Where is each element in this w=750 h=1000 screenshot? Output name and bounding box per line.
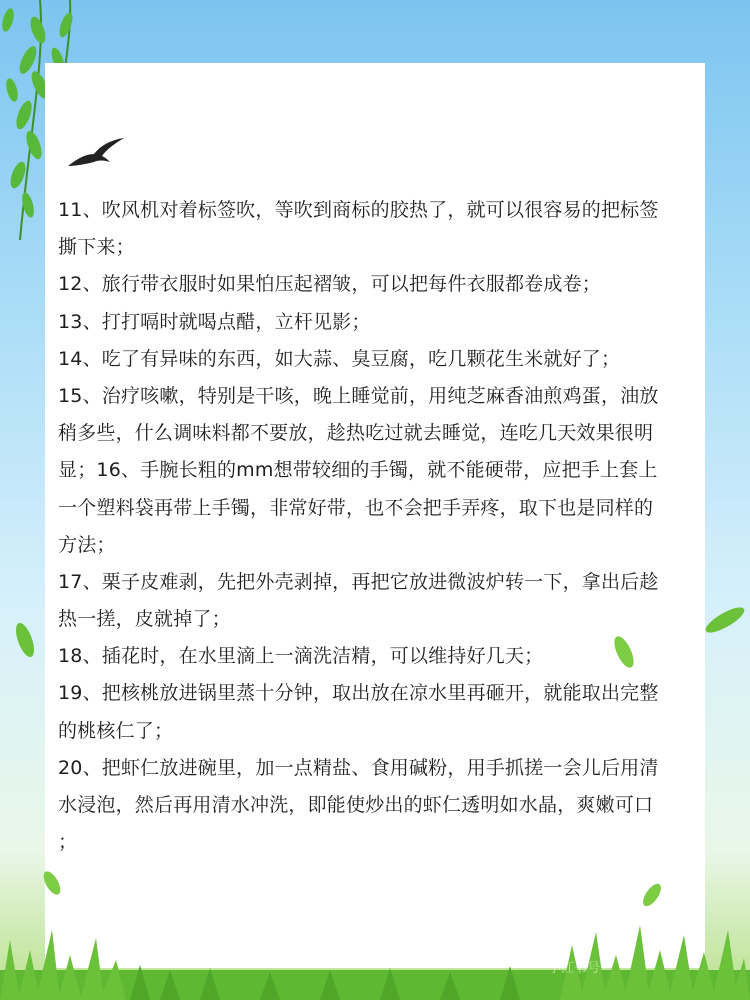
leaf-icon: [40, 868, 64, 898]
tip-line: 方法；: [58, 533, 116, 556]
tips-list: [58, 192, 688, 861]
tip-line: 撕下来；: [58, 236, 135, 259]
tip-line: ；: [58, 831, 78, 854]
tip-line: 20、把虾仁放进碗里，加一点精盐、食用碱粉，用手抓搓一会儿后用清: [58, 756, 659, 779]
leaf-icon: [640, 880, 664, 910]
tip-line: 15、治疗咳嗽，特别是干咳，晚上睡觉前，用纯芝麻香油煎鸡蛋，油放: [58, 384, 659, 407]
tip-line: 稍多些，什么调味料都不要放，趁热吃过就去睡觉，连吃几天效果很明: [58, 422, 654, 445]
grass-icon: [0, 920, 750, 1000]
swallow-icon: [66, 136, 126, 176]
leaf-icon: [700, 600, 750, 640]
leaf-icon: [612, 632, 636, 672]
tip-line: 的桃核仁了；: [58, 719, 174, 742]
tip-line: 水浸泡，然后再用清水冲洗，即能使炒出的虾仁透明如水晶，爽嫩可口: [58, 794, 654, 816]
tip-line: 18、插花时，在水里滴上一滴洗洁精，可以维持好几天；: [58, 645, 544, 668]
watermark-text: 小红书号: [548, 961, 601, 976]
tip-line: 显；16、手腕长粗的mm想带较细的手镯，就不能硬带，应把手上套上: [58, 459, 658, 482]
tip-line: 14、吃了有异味的东西，如大蒜、臭豆腐，吃几颗花生米就好了；: [58, 347, 621, 370]
tip-line: 11、吹风机对着标签吹，等吹到商标的胶热了，就可以很容易的把标签: [58, 199, 659, 221]
tip-line: 12、旅行带衣服时如果怕压起褶皱，可以把每件衣服都卷成卷；: [58, 273, 601, 296]
tip-line: 13、打打嗝时就喝点醋，立杆见影；: [58, 310, 371, 333]
tip-line: 19、把核桃放进锅里蒸十分钟，取出放在凉水里再砸开，就能取出完整: [58, 682, 659, 705]
tip-line: 一个塑料袋再带上手镯，非常好带，也不会把手弄疼，取下也是同样的: [58, 496, 654, 519]
tip-line: 热一搓，皮就掉了；: [58, 608, 231, 631]
tip-line: 17、栗子皮难剥，先把外壳剥掉，再把它放进微波炉转一下，拿出后趁: [58, 570, 659, 593]
leaf-icon: [14, 620, 36, 660]
